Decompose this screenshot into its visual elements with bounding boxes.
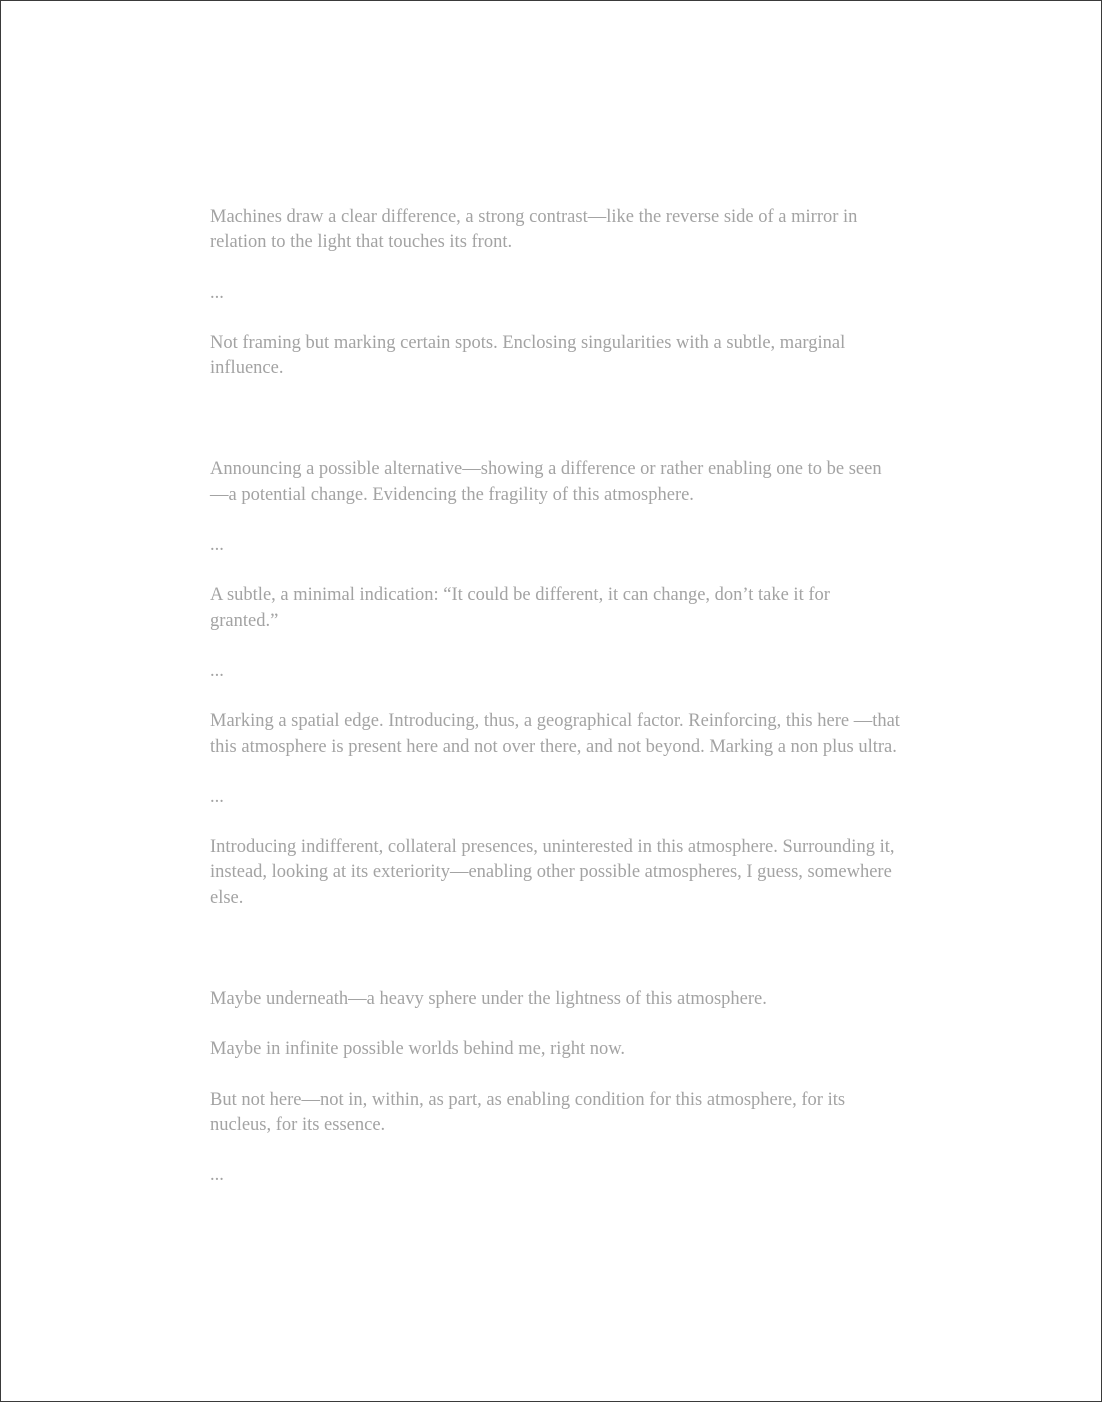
- ellipsis-separator: ...: [210, 282, 224, 303]
- paragraph-spatial-edge: Marking a spatial edge. Introducing, thus, a geographical factor. Reinforcing, this here —that this atmosphere is present here and not over there, and not beyond. Marking a non plus ultra.: [210, 711, 900, 757]
- paragraph-maybe-underneath: Maybe underneath—a heavy sphere under the lightness of this atmosphere.: [210, 989, 767, 1010]
- paragraph-subtle-indication: A subtle, a minimal indication: “It could be different, it can change, don’t take it for granted.”: [210, 585, 830, 631]
- paragraph-maybe-infinite: Maybe in infinite possible worlds behind me, right now.: [210, 1039, 625, 1060]
- ellipsis-separator: ...: [210, 660, 224, 681]
- ellipsis-separator: ...: [210, 786, 224, 807]
- paragraph-but-not-here: But not here—not in, within, as part, as enabling condition for this atmosphere, for its nucleus, for its essence.: [210, 1089, 846, 1135]
- paragraph-indifferent-presences: Introducing indifferent, collateral presences, uninterested in this atmosphere. Surrounding it, instead, looking at its exteriority—enabling other possible atmospheres, I guess, somewhere else.: [210, 837, 895, 908]
- paragraph-not-framing: Not framing but marking certain spots. Enclosing singularities with a subtle, marginal influence.: [210, 332, 846, 379]
- ellipsis-separator: ...: [210, 1165, 224, 1186]
- ellipsis-separator: ...: [210, 535, 224, 556]
- document-text-column: [210, 205, 900, 1189]
- paragraph-machines: Machines draw a clear difference, a strong contrast—like the reverse side of a mirror in relation to the light that touches its front.: [210, 207, 858, 253]
- paragraph-announcing: Announcing a possible alternative—showing a difference or rather enabling one to be seen—a potential change. Evidencing the fragility of this atmosphere.: [210, 459, 882, 505]
